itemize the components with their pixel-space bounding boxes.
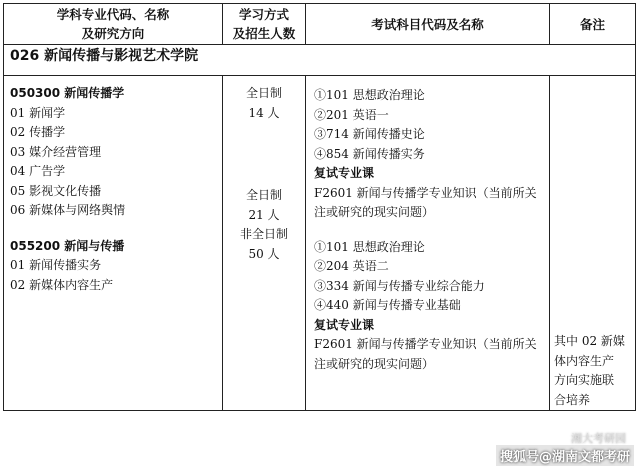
program-major-cell xyxy=(4,76,223,411)
exam-subject: ①101 思想政治理论 xyxy=(314,88,425,102)
retest-title: 复试专业课 xyxy=(314,166,375,180)
research-direction: 06 新媒体与网络舆情 xyxy=(10,203,126,217)
exam-subject: ③714 新闻传播史论 xyxy=(314,127,425,141)
study-mode-line: 全日制 xyxy=(245,86,282,100)
program-note-cell xyxy=(550,76,636,411)
college-name: 026 新闻传播与影视艺术学院 xyxy=(10,48,199,64)
exam-subject: ③334 新闻与传播专业综合能力 xyxy=(314,278,485,293)
research-direction: 01 新闻传播实务 xyxy=(10,258,102,272)
retest-subject: F2601 新闻与传播学专业知识（当前所关 xyxy=(314,337,537,351)
exam-subject: ②204 英语二 xyxy=(314,259,389,273)
header-row xyxy=(4,4,636,45)
remark-line: 其中 02 新媒 xyxy=(554,334,625,348)
study-mode-line: 21 人 xyxy=(248,207,280,222)
retest-subject: 注或研究的现实问题） xyxy=(314,356,435,371)
study-mode-line: 非全日制 xyxy=(239,227,288,241)
header-major: 学科专业代码、名称 及研究方向 xyxy=(4,4,223,45)
exam-subject: ④440 新闻与传播专业基础 xyxy=(314,298,461,312)
admission-table xyxy=(3,3,636,411)
header-remarks: 备注 xyxy=(550,4,636,45)
program-subjects-cell xyxy=(306,76,550,411)
research-direction: 02 传播学 xyxy=(10,125,66,139)
program-row xyxy=(4,76,636,411)
program-study-cell xyxy=(223,76,306,411)
watermark: 搜狐号@湖南文都考研 xyxy=(496,445,634,466)
remark-line: 体内容生产 xyxy=(554,353,615,368)
research-direction: 03 媒介经营管理 xyxy=(10,144,102,159)
exam-subject: ①101 思想政治理论 xyxy=(314,239,425,254)
remark-line: 方向实施联 xyxy=(554,373,615,387)
exam-subject: ②201 英语一 xyxy=(314,107,389,122)
header-exam-subjects: 考试科目代码及名称 xyxy=(306,4,550,45)
retest-subject: F2601 新闻与传播学专业知识（当前所关 xyxy=(314,185,537,200)
study-mode-line: 全日制 xyxy=(245,188,282,202)
header-study-mode: 学习方式 及招生人数 xyxy=(223,4,306,45)
research-direction: 02 新媒体内容生产 xyxy=(10,277,114,292)
program-code-name: 050300 新闻传播学 xyxy=(10,86,125,100)
research-direction: 01 新闻学 xyxy=(10,105,66,120)
program-code-name: 055200 新闻与传播 xyxy=(10,238,125,253)
exam-subject: ④854 新闻传播实务 xyxy=(314,146,425,161)
remark-line: 合培养 xyxy=(554,392,591,407)
college-row xyxy=(4,45,636,76)
research-direction: 05 影视文化传播 xyxy=(10,183,102,198)
study-mode-line: 50 人 xyxy=(248,246,280,261)
watermark-sub: 湘大考研园 xyxy=(571,432,626,445)
retest-subject: 注或研究的现实问题） xyxy=(314,205,435,219)
research-direction: 04 广告学 xyxy=(10,164,66,178)
retest-title: 复试专业课 xyxy=(314,317,375,332)
study-mode-line: 14 人 xyxy=(248,105,280,120)
